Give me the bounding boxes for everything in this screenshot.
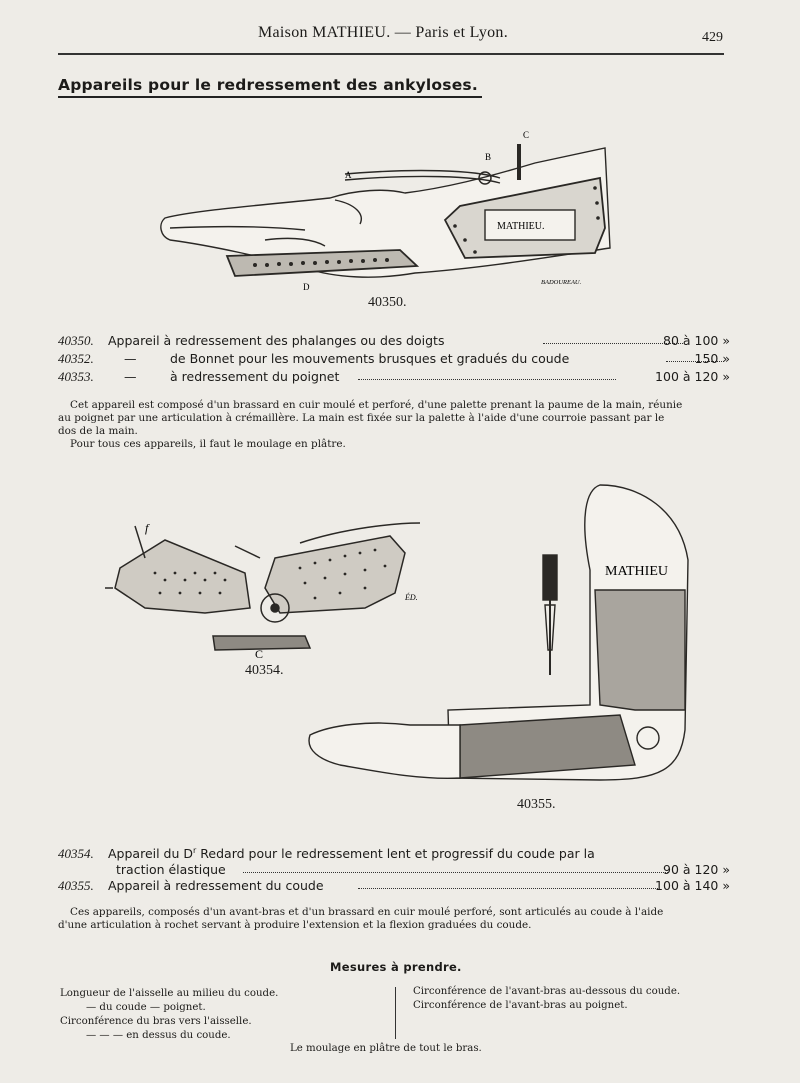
header-rule: [58, 53, 724, 55]
measure-right-2: Circonférence de l'avant-bras au poignet.: [413, 1000, 628, 1011]
item-number: 40353.: [58, 369, 94, 384]
item-description: Appareil à redressement du coude: [108, 878, 324, 893]
paragraph-bottom-line2: d'une articulation à rochet servant à produire l'extension et la flexion graduées du coude.: [58, 919, 532, 931]
item-description: Appareil à redressement des phalanges ou des doigts: [108, 333, 445, 348]
item-number: 40354.: [58, 846, 94, 861]
item-price: 100 à 140 »: [655, 878, 730, 893]
page-header: [0, 24, 800, 48]
letter-f: f: [145, 521, 149, 535]
leader-dots: [543, 333, 683, 344]
letter-a: A: [345, 170, 352, 180]
item-price: 80 à 100 »: [663, 333, 730, 348]
leader-dots: [358, 878, 658, 889]
figure-caption-40354: 40354.: [245, 663, 284, 678]
measure-left-2: — du coude — poignet.: [86, 1002, 206, 1013]
figure-caption-40350: 40350.: [368, 295, 407, 310]
splint-brand-mark: MATHIEU.: [497, 221, 545, 232]
item-row-40352: [58, 351, 730, 369]
splint-brand-mark: MATHIEU: [605, 564, 668, 579]
paragraph-top-line1: Cet appareil est composé d'un brassard en cuir moulé et perforé, d'une palette prenant la paume de la main, réunie: [70, 399, 683, 411]
item-description: de Bonnet pour les mouvements brusques et gradués du coude: [170, 351, 570, 366]
engraver-signature: BADOUREAU.: [541, 279, 582, 286]
figure-caption-40355: 40355.: [517, 797, 556, 812]
measure-footer: Le moulage en plâtre de tout le bras.: [290, 1043, 482, 1054]
item-number: 40352.: [58, 351, 94, 366]
item-ditto-dash: —: [124, 351, 137, 366]
paragraph-top-line4: Pour tous ces appareils, il faut le moulage en plâtre.: [70, 438, 346, 450]
item-price: 150 »: [694, 351, 730, 366]
measure-left-1: Longueur de l'aisselle au milieu du coude.: [60, 988, 279, 999]
item-description: Appareil du $D^r$ Redard pour le redressement lent et progressif du coude par la: [108, 846, 595, 862]
item-number: 40355.: [58, 878, 94, 893]
paragraph-bottom-line1: Ces appareils, composés d'un avant-bras et d'un brassard en cuir moulé perforé, sont articulés au coude à l'aide: [70, 906, 664, 918]
running-title: Maison MATHIEU. — Paris et Lyon.: [258, 24, 509, 41]
item-row-40350: [58, 333, 730, 351]
leader-dots: [243, 862, 668, 873]
measures-divider: [395, 987, 396, 1039]
engraver-signature: ÉD.: [405, 593, 418, 602]
figure-40355-arm-appliance: [300, 480, 700, 790]
measure-left-4: — — — en dessus du coude.: [86, 1030, 231, 1041]
page-number: 429: [702, 30, 723, 45]
paragraph-top-line3: dos de la main.: [58, 425, 138, 437]
item-description: à redressement du poignet: [170, 369, 340, 384]
letter-b: B: [485, 152, 492, 162]
paragraph-top-line2: au poignet par une articulation à crémaillère. La main est fixée sur la palette à l'aide d'une courroie passant par le: [58, 412, 665, 424]
item-number: 40350.: [58, 333, 94, 348]
section-title: Appareils pour le redressement des ankyloses.: [58, 76, 482, 98]
item-description-continued: traction élastique: [116, 862, 226, 877]
letter-d: D: [303, 282, 310, 292]
item-price: 90 à 120 »: [663, 862, 730, 877]
leader-dots: [358, 369, 616, 380]
measures-title: Mesures à prendre.: [330, 960, 462, 974]
measure-left-3: Circonférence du bras vers l'aisselle.: [60, 1016, 252, 1027]
measure-right-1: Circonférence de l'avant-bras au-dessous du coude.: [413, 986, 681, 997]
item-row-40353: [58, 369, 730, 387]
item-row-40355: [58, 878, 730, 896]
letter-c: C: [255, 647, 264, 658]
letter-c: C: [523, 130, 530, 140]
item-ditto-dash: —: [124, 369, 137, 384]
item-price: 100 à 120 »: [655, 369, 730, 384]
figure-40350-finger-splint: [155, 128, 615, 298]
